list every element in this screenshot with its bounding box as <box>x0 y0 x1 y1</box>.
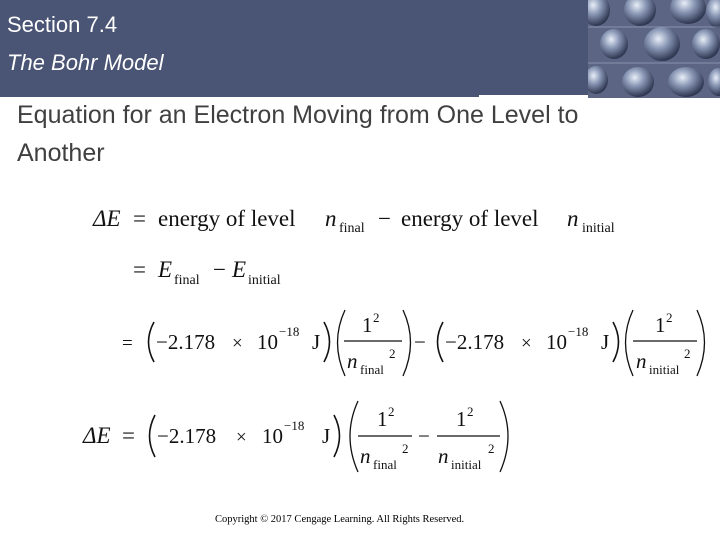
numerator-exponent: 2 <box>467 404 474 419</box>
delta-e-symbol: ΔE <box>93 206 121 231</box>
slide-title: Equation for an Electron Moving from One Level to Another <box>17 101 579 167</box>
ten-base: 10 <box>257 330 278 354</box>
right-paren <box>613 322 619 362</box>
left-paren <box>150 415 156 457</box>
section-subtitle: The Bohr Model <box>7 50 164 75</box>
coefficient: −2.178 <box>157 424 217 448</box>
n-variable: n <box>438 444 449 468</box>
numerator-exponent: 2 <box>666 310 673 325</box>
times-sign: × <box>232 333 243 354</box>
e-variable: E <box>158 257 173 282</box>
equation-line-1 <box>92 206 615 236</box>
energy-of-level-text: energy of level <box>401 206 539 231</box>
numerator-one: 1 <box>655 313 666 337</box>
delta-e-symbol: ΔE <box>83 423 111 448</box>
subscript-initial: initial <box>248 273 281 288</box>
n-variable: n <box>636 349 647 373</box>
section-label: Section 7.4 <box>7 12 118 37</box>
n-variable: n <box>347 349 358 373</box>
n-variable: n <box>360 444 371 468</box>
exponent: −18 <box>284 418 305 433</box>
ten-base: 10 <box>262 424 283 448</box>
numerator-exponent: 2 <box>388 404 395 419</box>
subscript-final: final <box>339 221 365 236</box>
times-sign: × <box>236 427 247 448</box>
denominator-exponent: 2 <box>389 346 396 361</box>
big-left-paren <box>338 310 346 376</box>
subscript-initial: initial <box>649 362 680 377</box>
coefficient: −2.178 <box>445 330 505 354</box>
equals-sign: = <box>133 206 146 231</box>
ten-base: 10 <box>546 330 567 354</box>
equals-sign: = <box>122 423 135 448</box>
minus-sign: − <box>378 206 391 231</box>
equation-line-2 <box>133 257 281 288</box>
subscript-final: final <box>174 273 200 288</box>
big-left-paren <box>626 310 634 376</box>
copyright-notice: Copyright © 2017 Cengage Learning. All Rights Reserved. <box>215 514 465 525</box>
subscript-initial: initial <box>582 221 615 236</box>
left-paren <box>149 322 155 362</box>
unit-joule: J <box>312 330 321 354</box>
left-paren <box>438 322 444 362</box>
big-left-paren <box>350 401 358 472</box>
minus-sign: − <box>213 257 226 282</box>
exponent: −18 <box>568 324 589 339</box>
n-variable: n <box>567 206 579 231</box>
energy-of-level-text: energy of level <box>158 206 296 231</box>
right-paren <box>324 322 330 362</box>
denominator-exponent: 2 <box>488 441 495 456</box>
denominator-exponent: 2 <box>402 441 409 456</box>
minus-sign: − <box>414 330 426 354</box>
numerator-one: 1 <box>377 407 388 431</box>
numerator-one: 1 <box>362 313 373 337</box>
big-right-paren <box>500 401 508 472</box>
numerator-one: 1 <box>456 407 467 431</box>
equation-line-3 <box>122 310 705 377</box>
exponent: −18 <box>279 324 300 339</box>
big-right-paren <box>403 310 411 376</box>
right-paren <box>334 415 340 457</box>
equation-line-4 <box>82 401 508 472</box>
subscript-final: final <box>360 362 384 377</box>
times-sign: × <box>521 333 532 354</box>
big-right-paren <box>697 310 705 376</box>
equals-sign: = <box>122 333 133 354</box>
coefficient: −2.178 <box>156 330 216 354</box>
denominator-exponent: 2 <box>684 346 691 361</box>
n-variable: n <box>325 206 337 231</box>
e-variable: E <box>232 257 247 282</box>
minus-sign: − <box>418 424 430 448</box>
subscript-final: final <box>373 457 397 472</box>
equals-sign: = <box>133 257 146 282</box>
unit-joule: J <box>601 330 610 354</box>
numerator-exponent: 2 <box>373 310 380 325</box>
subscript-initial: initial <box>451 457 482 472</box>
unit-joule: J <box>322 424 331 448</box>
